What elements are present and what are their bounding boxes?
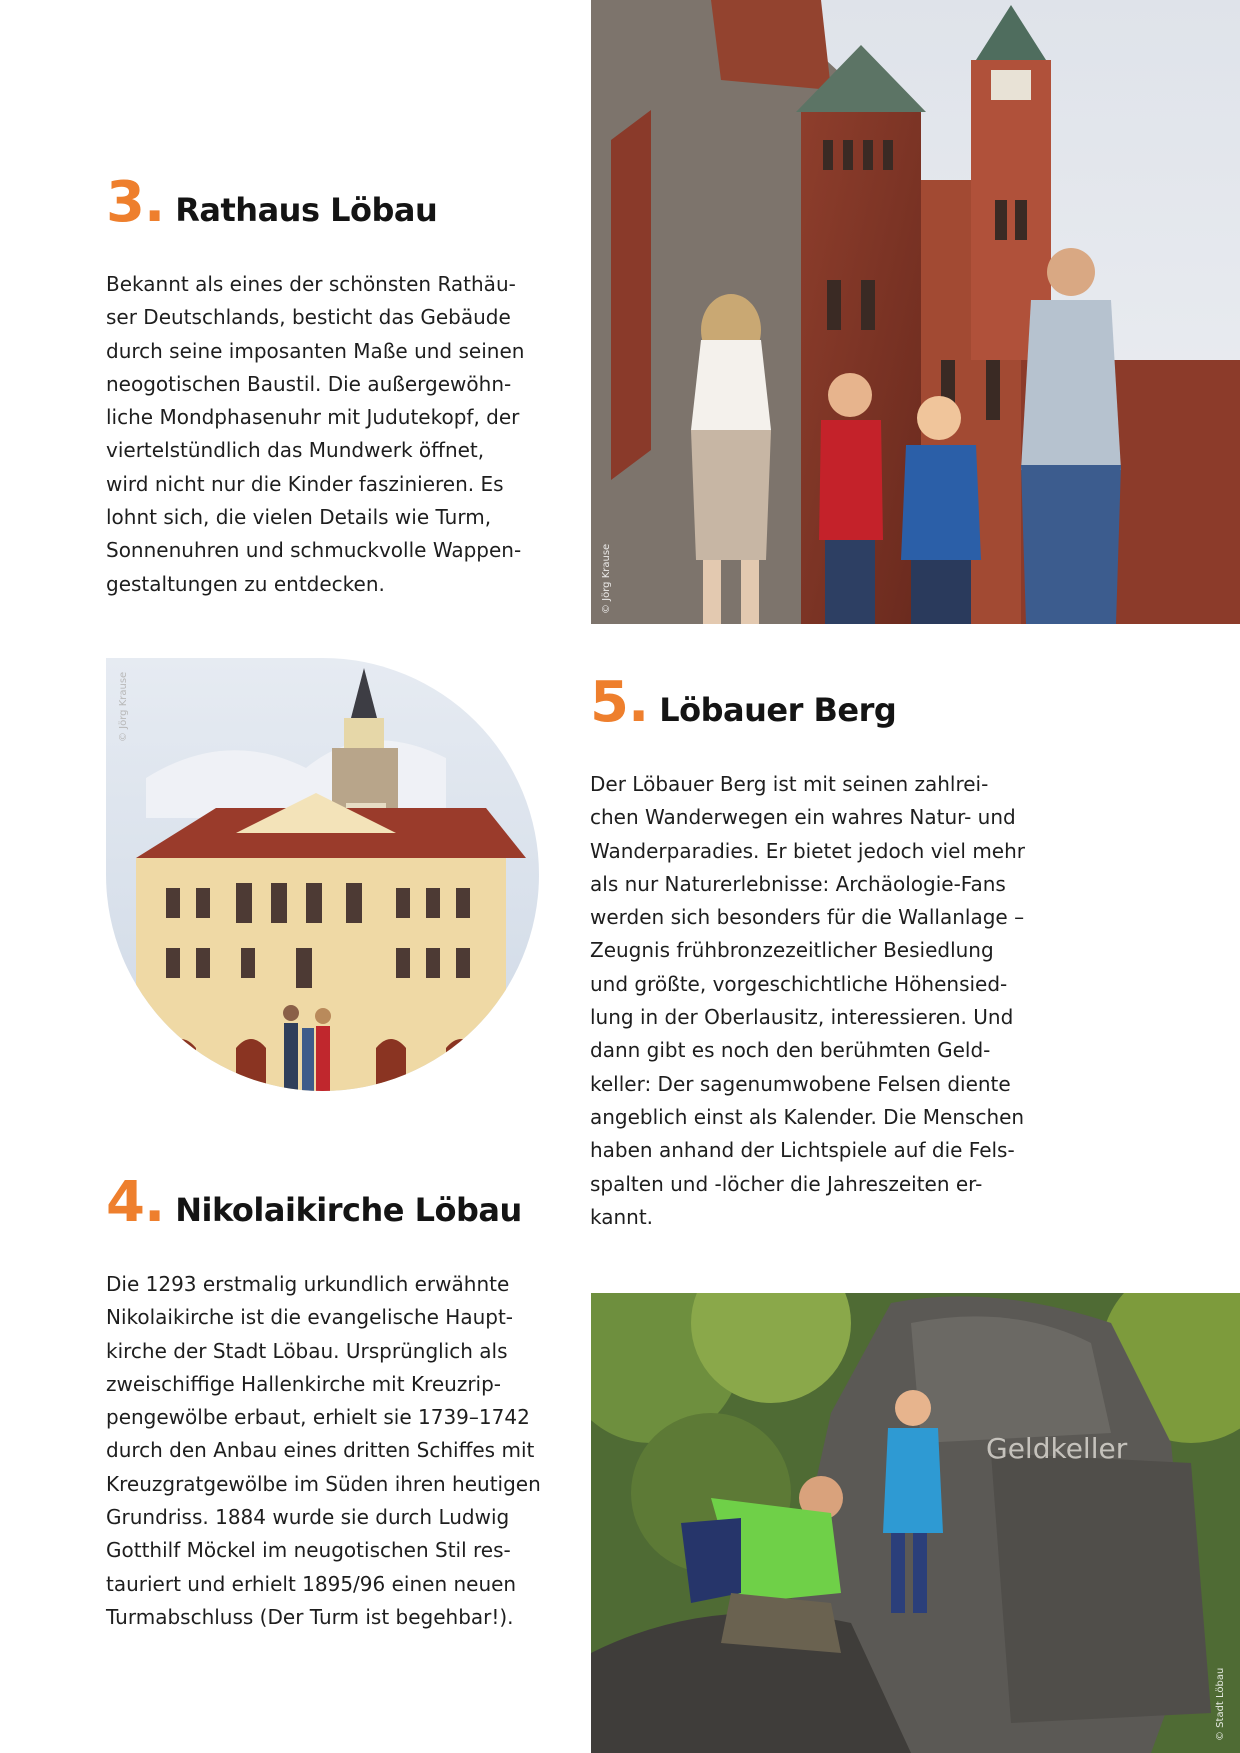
townhall-photo-credit: © Jörg Krause xyxy=(118,671,129,742)
section-3-text: Bekannt als eines der schönsten Rathäu- ser Deutschlands, besticht das Gebäude durch seine imposanten Maße und seinen neogotischen Baustil. Die außergewöhn- liche Mondphasenuhr mit Judutekopf, der viertelstündlich das Mundwerk öffnet, wird nicht nur die Kinder faszinieren. Es lohnt sich, die vielen Details wie Turm, Sonnenuhren und schmuckvolle Wappen- gestaltungen zu entdecken. xyxy=(106,272,525,596)
section-5-heading xyxy=(590,670,896,735)
section-5-text: Der Löbauer Berg ist mit seinen zahlrei- chen Wanderwegen ein wahres Natur- und Wanderparadies. Er bietet jedoch viel mehr als nur Naturerlebnisse: Archäologie-Fans werden sich besonders für die Wallanlage – Zeugnis frühbronzezeitlicher Besiedlung und größte, vorgeschichtliche Höhensied- lung in der Oberlausitz, interessieren. Und dann gibt es noch den berühmten Geld- keller: Der sagenumwobene Felsen diente angeblich einst als Kalender. Die Menschen haben anhand der Lichtspiele auf die Fels- spalten und -löcher die Jahreszeiten er- kannt. xyxy=(590,772,1026,1229)
townhall-photo xyxy=(106,658,539,1091)
church-family-photo xyxy=(591,0,1240,624)
section-3-dot: . xyxy=(143,170,166,235)
geldkeller-illustration xyxy=(591,1293,1240,1753)
section-5-number: 5 xyxy=(590,670,628,735)
section-4-heading xyxy=(106,1170,522,1235)
section-5-title: Löbauer Berg xyxy=(659,691,897,729)
section-3-number: 3 xyxy=(106,170,144,235)
section-5-dot: . xyxy=(627,670,650,735)
section-4-dot: . xyxy=(143,1170,166,1235)
rock-inscription: Geldkeller xyxy=(986,1432,1128,1465)
section-4-title: Nikolaikirche Löbau xyxy=(175,1191,522,1229)
geldkeller-photo-credit: © Stadt Löbau xyxy=(1215,1667,1226,1741)
section-4-number: 4 xyxy=(106,1170,144,1235)
church-family-illustration xyxy=(591,0,1240,624)
section-4-text: Die 1293 erstmalig urkundlich erwähnte Nikolaikirche ist die evangelische Haupt- kirche der Stadt Löbau. Ursprünglich als zweischiffige Hallenkirche mit Kreuzrip- pengewölbe erbaut, erhielt sie 1739–1742 durch den Anbau eines dritten Schiffes mit Kreuzgratgewölbe im Süden ihren heutigen Grundriss. 1884 wurde sie durch Ludwig Gotthilf Möckel im neugotischen Stil res- tauriert und erhielt 1895/96 einen neuen Turmabschluss (Der Turm ist begehbar!). xyxy=(106,1272,541,1629)
section-3-heading xyxy=(106,170,437,235)
geldkeller-photo xyxy=(591,1293,1240,1753)
church-photo-credit: © Jörg Krause xyxy=(601,543,612,614)
townhall-illustration xyxy=(106,658,539,1091)
section-3-title: Rathaus Löbau xyxy=(175,191,438,229)
